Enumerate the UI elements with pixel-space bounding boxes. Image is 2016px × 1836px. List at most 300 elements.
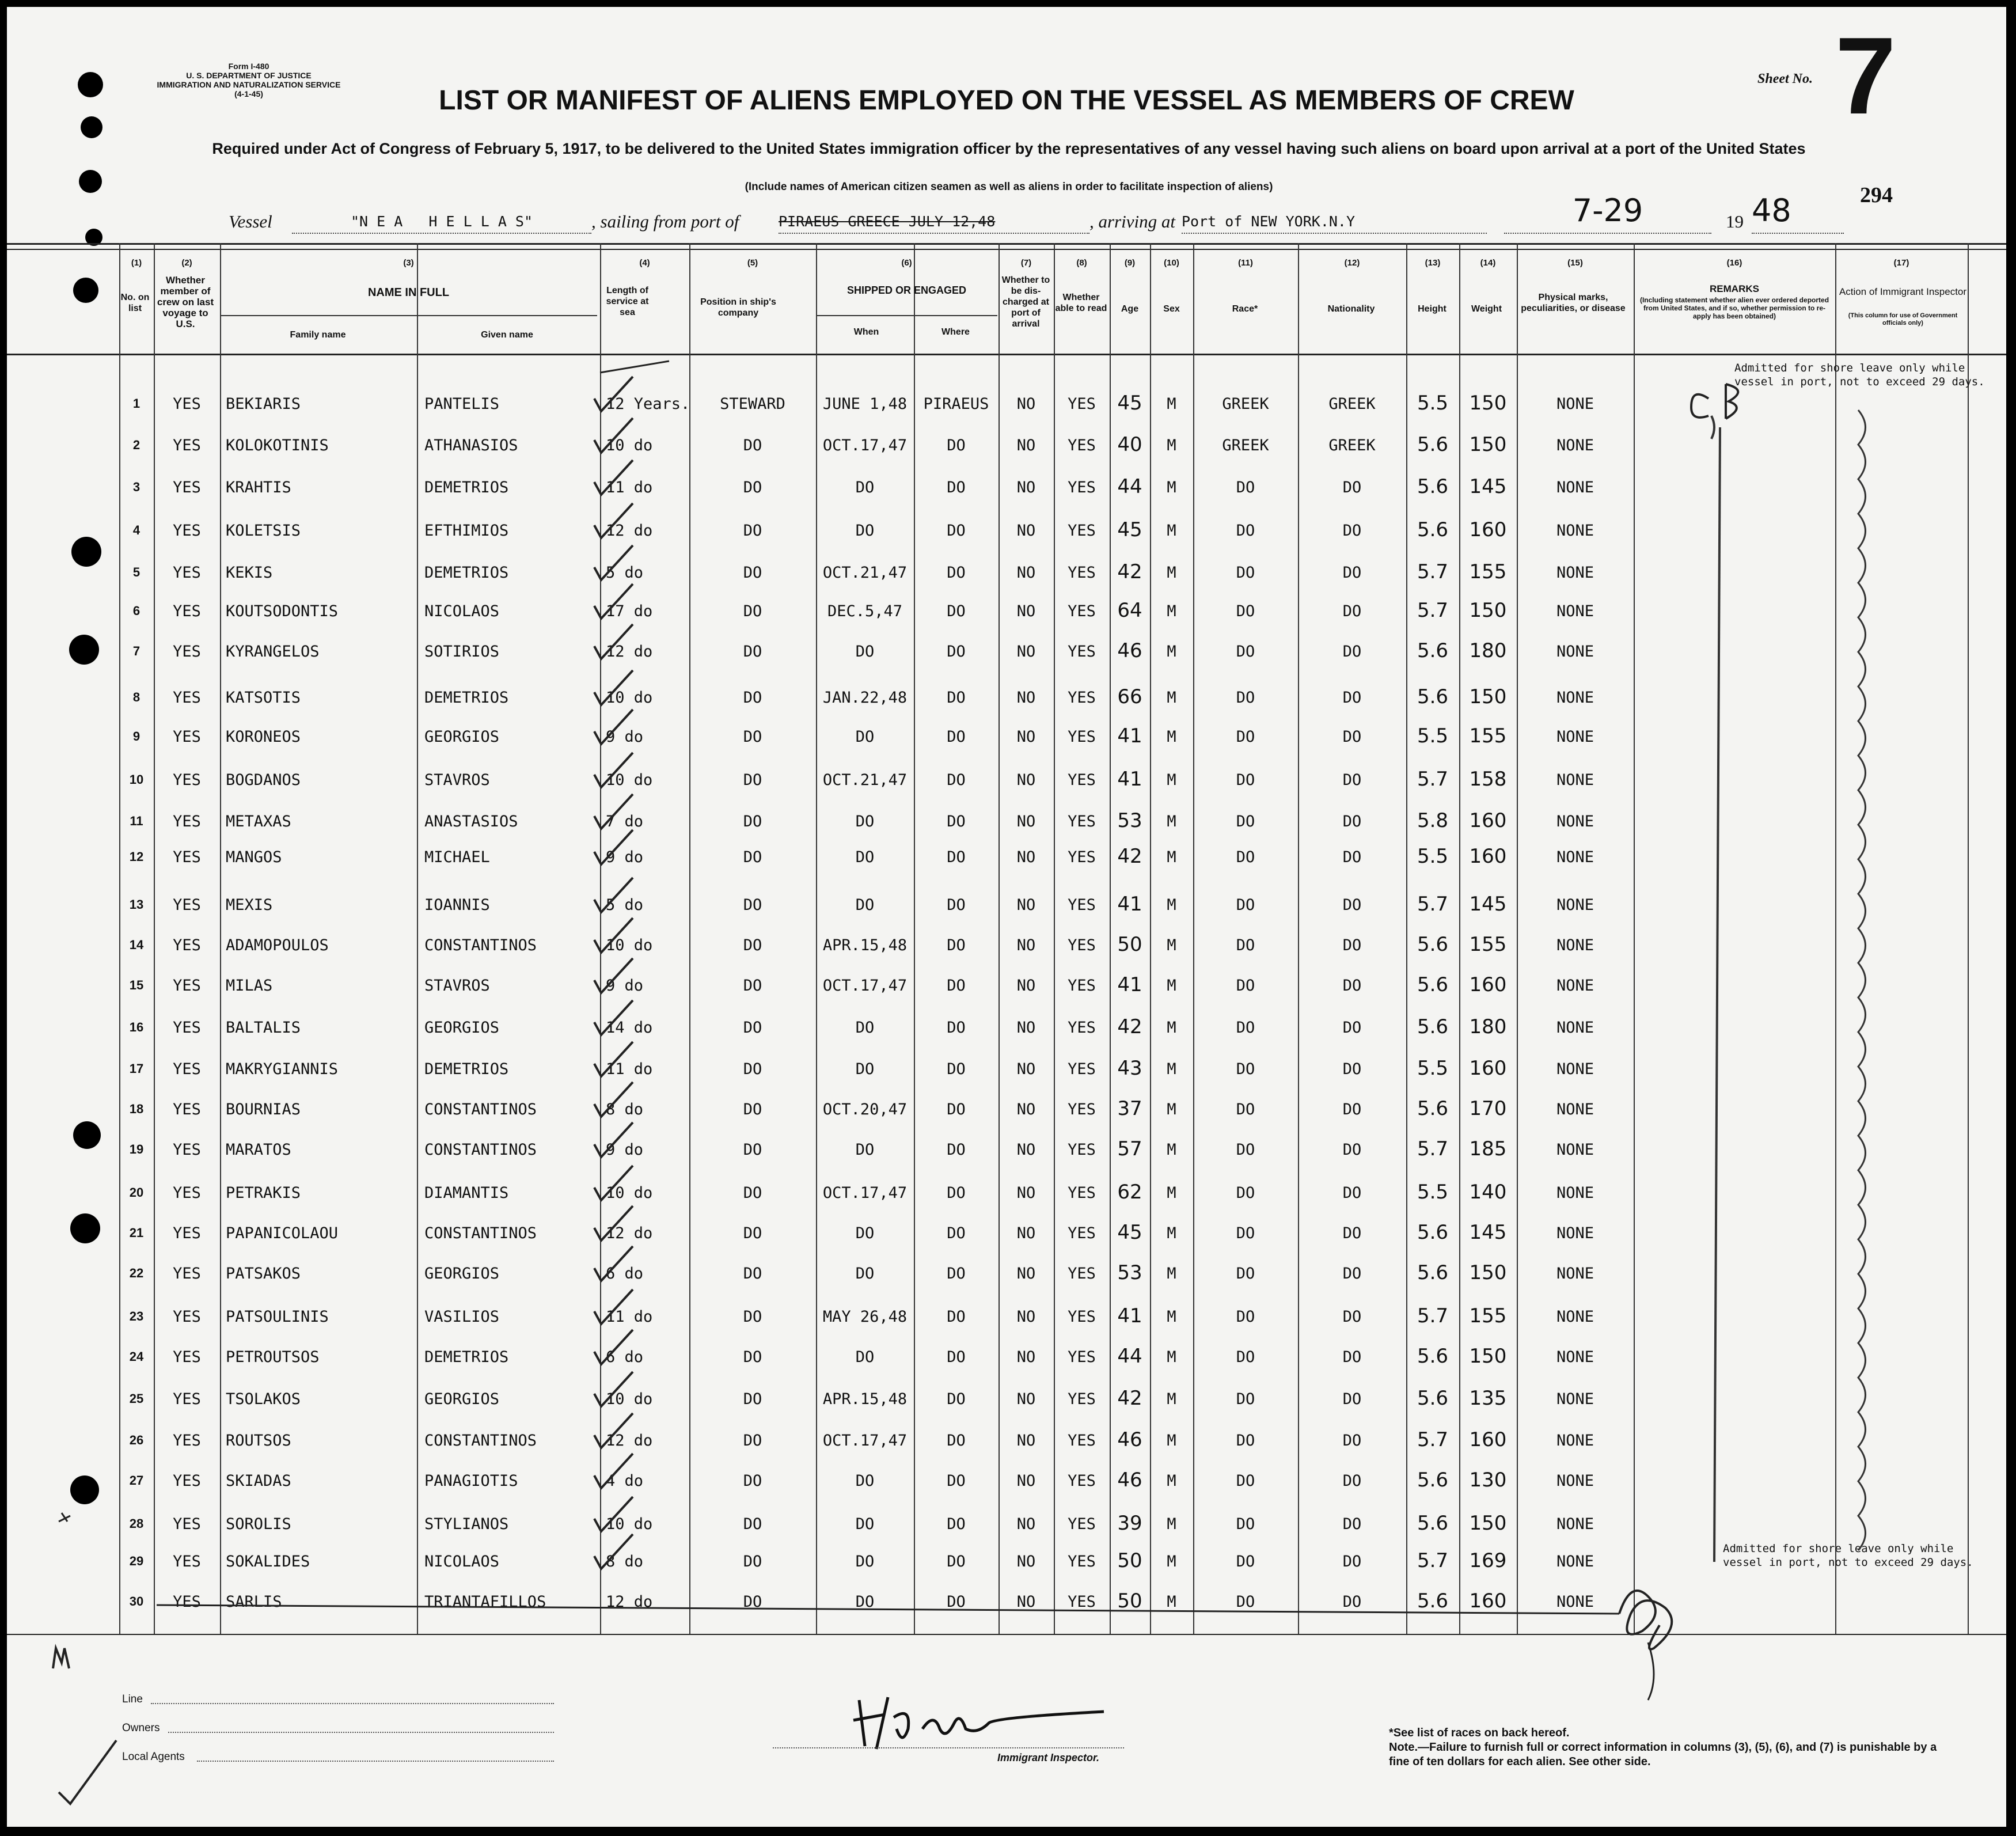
- row-race: DO: [1236, 1348, 1255, 1366]
- checkmark: [594, 1206, 633, 1241]
- row-given-name: DEMETRIOS: [424, 564, 509, 582]
- row-sex: M: [1167, 1348, 1176, 1366]
- row-length-service: 9 do: [606, 1141, 644, 1159]
- row-weight: 180: [1469, 639, 1507, 662]
- department-name: U. S. DEPARTMENT OF JUSTICE: [186, 71, 312, 80]
- row-length-service: 12 do: [606, 522, 653, 540]
- column-number: (3): [403, 258, 414, 268]
- row-given-name: DEMETRIOS: [424, 479, 509, 496]
- row-position: DO: [743, 1553, 762, 1571]
- row-number: 15: [129, 978, 144, 992]
- row-shipped-where: DO: [947, 977, 966, 995]
- row-given-name: ATHANASIOS: [424, 437, 518, 454]
- row-length-service: 11 do: [606, 479, 653, 496]
- row-height: 5.5: [1417, 845, 1449, 868]
- row-number: 18: [129, 1102, 144, 1116]
- row-physical-marks: NONE: [1556, 848, 1594, 866]
- row-member-last-voyage: YES: [173, 522, 201, 540]
- sailing-label: , sailing from port of: [591, 211, 739, 232]
- row-nationality: DO: [1342, 1308, 1362, 1326]
- row-given-name: CONSTANTINOS: [424, 1101, 537, 1118]
- row-position: DO: [743, 522, 762, 540]
- row-position: DO: [743, 1308, 762, 1326]
- row-member-last-voyage: YES: [173, 479, 201, 496]
- row-given-name: CONSTANTINOS: [424, 1224, 537, 1242]
- row-family-name: KOUTSODONTIS: [226, 602, 339, 620]
- row-weight: 150: [1469, 392, 1507, 415]
- row-physical-marks: NONE: [1556, 1432, 1594, 1450]
- row-position: DO: [743, 896, 762, 914]
- row-physical-marks: NONE: [1556, 1224, 1594, 1242]
- row-physical-marks: NONE: [1556, 479, 1594, 496]
- row-sex: M: [1167, 1472, 1176, 1490]
- row-physical-marks: NONE: [1556, 602, 1594, 620]
- row-shipped-when: DEC.5,47: [827, 602, 903, 620]
- row-race: DO: [1236, 848, 1255, 866]
- row-height: 5.6: [1417, 1097, 1449, 1120]
- row-number: 22: [129, 1266, 144, 1280]
- row-family-name: KYRANGELOS: [226, 643, 320, 661]
- row-given-name: SOTIRIOS: [424, 643, 500, 661]
- arrival-date: 7-29: [1504, 192, 1711, 234]
- row-discharged: NO: [1016, 1472, 1036, 1490]
- row-age: 50: [1117, 1590, 1142, 1613]
- row-able-to-read: YES: [1068, 689, 1096, 707]
- row-height: 5.7: [1417, 768, 1449, 791]
- row-position: DO: [743, 813, 762, 830]
- row-position: DO: [743, 1593, 762, 1611]
- row-nationality: DO: [1342, 1432, 1362, 1450]
- row-nationality: DO: [1342, 771, 1362, 789]
- row-height: 5.6: [1417, 1512, 1449, 1535]
- row-discharged: NO: [1016, 689, 1036, 707]
- row-nationality: DO: [1342, 564, 1362, 582]
- row-length-service: 9 do: [606, 728, 644, 746]
- row-family-name: PATSAKOS: [226, 1265, 301, 1283]
- row-age: 45: [1117, 1221, 1142, 1244]
- header-physical-marks: Physical marks, peculiarities, or disease: [1521, 293, 1626, 313]
- row-shipped-where: DO: [947, 813, 966, 830]
- row-length-service: 6 do: [606, 1265, 644, 1283]
- row-discharged: NO: [1016, 395, 1036, 413]
- row-shipped-when: DO: [855, 1141, 875, 1159]
- row-able-to-read: YES: [1068, 1553, 1096, 1571]
- row-physical-marks: NONE: [1556, 1019, 1594, 1037]
- row-sex: M: [1167, 1141, 1176, 1159]
- row-able-to-read: YES: [1068, 813, 1096, 830]
- row-number: 20: [129, 1185, 144, 1200]
- sheet-number: 7: [1835, 15, 1896, 137]
- row-given-name: NICOLAOS: [424, 1553, 500, 1571]
- row-position: DO: [743, 1101, 762, 1118]
- row-race: DO: [1236, 1141, 1255, 1159]
- row-height: 5.5: [1417, 1181, 1449, 1204]
- row-shipped-where: DO: [947, 896, 966, 914]
- row-position: DO: [743, 1432, 762, 1450]
- column-number: (10): [1164, 258, 1179, 268]
- header-when: When: [853, 327, 879, 337]
- row-shipped-where: DO: [947, 1348, 966, 1366]
- row-shipped-when: DO: [855, 643, 875, 661]
- row-race: DO: [1236, 1553, 1255, 1571]
- row-sex: M: [1167, 1184, 1176, 1202]
- row-shipped-when: OCT.21,47: [822, 564, 908, 582]
- header-action: Action of Immigrant Inspector: [1839, 286, 1967, 297]
- row-discharged: NO: [1016, 1348, 1036, 1366]
- row-discharged: NO: [1016, 1141, 1036, 1159]
- row-shipped-where: DO: [947, 1515, 966, 1533]
- header-sex: Sex: [1163, 304, 1180, 314]
- row-race: DO: [1236, 643, 1255, 661]
- row-height: 5.7: [1417, 560, 1449, 583]
- row-height: 5.6: [1417, 1261, 1449, 1284]
- row-discharged: NO: [1016, 1265, 1036, 1283]
- row-position: DO: [743, 1472, 762, 1490]
- row-nationality: DO: [1342, 522, 1362, 540]
- row-length-service: 5 do: [606, 564, 644, 582]
- row-length-service: 5 do: [606, 896, 644, 914]
- row-race: GREEK: [1222, 437, 1269, 454]
- row-age: 66: [1117, 685, 1142, 708]
- row-discharged: NO: [1016, 437, 1036, 454]
- row-discharged: NO: [1016, 1593, 1036, 1611]
- row-nationality: DO: [1342, 1101, 1362, 1118]
- column-number: (15): [1567, 258, 1583, 268]
- row-length-service: 9 do: [606, 848, 644, 866]
- row-weight: 140: [1469, 1181, 1507, 1204]
- row-nationality: DO: [1342, 479, 1362, 496]
- row-given-name: DEMETRIOS: [424, 1348, 509, 1366]
- row-shipped-when: DO: [855, 1265, 875, 1283]
- row-height: 5.6: [1417, 1387, 1449, 1410]
- column-number: (8): [1076, 258, 1087, 268]
- row-able-to-read: YES: [1068, 1141, 1096, 1159]
- row-physical-marks: NONE: [1556, 1265, 1594, 1283]
- row-shipped-when: OCT.17,47: [822, 1184, 908, 1202]
- row-nationality: GREEK: [1328, 437, 1376, 454]
- row-shipped-when: DO: [855, 1472, 875, 1490]
- row-given-name: DEMETRIOS: [424, 1060, 509, 1078]
- row-race: DO: [1236, 896, 1255, 914]
- row-given-name: STAVROS: [424, 771, 490, 789]
- row-shipped-where: DO: [947, 643, 966, 661]
- row-nationality: DO: [1342, 689, 1362, 707]
- row-sex: M: [1167, 771, 1176, 789]
- row-able-to-read: YES: [1068, 896, 1096, 914]
- row-height: 5.6: [1417, 1469, 1449, 1492]
- row-race: DO: [1236, 813, 1255, 830]
- row-number: 26: [129, 1433, 144, 1447]
- row-weight: 135: [1469, 1387, 1507, 1410]
- row-race: DO: [1236, 1019, 1255, 1037]
- row-member-last-voyage: YES: [173, 602, 201, 620]
- row-shipped-where: DO: [947, 1060, 966, 1078]
- row-nationality: DO: [1342, 813, 1362, 830]
- checkmark: [594, 878, 633, 912]
- row-nationality: DO: [1342, 1141, 1362, 1159]
- row-member-last-voyage: YES: [173, 771, 201, 789]
- footer-owners-label: Owners: [122, 1722, 160, 1734]
- row-number: 11: [130, 814, 143, 828]
- row-nationality: DO: [1342, 848, 1362, 866]
- checkmark: [594, 1082, 633, 1117]
- row-position: DO: [743, 771, 762, 789]
- row-number: 23: [129, 1309, 144, 1323]
- row-shipped-where: DO: [947, 1553, 966, 1571]
- row-weight: 155: [1469, 1304, 1507, 1327]
- row-able-to-read: YES: [1068, 1019, 1096, 1037]
- row-shipped-when: DO: [855, 813, 875, 830]
- row-race: DO: [1236, 977, 1255, 995]
- header-member-last-voyage: Whether member of crew on last voyage to U.S.: [157, 275, 214, 329]
- row-physical-marks: NONE: [1556, 728, 1594, 746]
- column-number: (14): [1480, 258, 1496, 268]
- row-sex: M: [1167, 1593, 1176, 1611]
- row-member-last-voyage: YES: [173, 1348, 201, 1366]
- row-member-last-voyage: YES: [173, 437, 201, 454]
- row-physical-marks: NONE: [1556, 437, 1594, 454]
- footer-checkmark: [59, 1740, 116, 1804]
- row-number: 27: [129, 1473, 144, 1488]
- checkmark: [594, 377, 633, 411]
- header-given-name: Given name: [481, 330, 533, 340]
- row-age: 64: [1117, 599, 1142, 622]
- service-name: IMMIGRATION AND NATURALIZATION SERVICE: [157, 80, 341, 89]
- row-able-to-read: YES: [1068, 728, 1096, 746]
- row-family-name: PATSOULINIS: [226, 1308, 329, 1326]
- row-able-to-read: YES: [1068, 1432, 1096, 1450]
- row-length-service: 12 do: [606, 1224, 653, 1242]
- row-length-service: 8 do: [606, 1553, 644, 1571]
- row-able-to-read: YES: [1068, 1472, 1096, 1490]
- row-position: DO: [743, 643, 762, 661]
- row-shipped-where: DO: [947, 602, 966, 620]
- row-height: 5.6: [1417, 433, 1449, 456]
- row-member-last-voyage: YES: [173, 1265, 201, 1283]
- row-weight: 160: [1469, 1590, 1507, 1613]
- header-able-read: Whether able to read: [1055, 293, 1107, 313]
- arriving-label: , arriving at: [1089, 211, 1175, 232]
- row-nationality: DO: [1342, 1515, 1362, 1533]
- row-able-to-read: YES: [1068, 771, 1096, 789]
- row-member-last-voyage: YES: [173, 1593, 201, 1611]
- row-member-last-voyage: YES: [173, 1515, 201, 1533]
- row-nationality: DO: [1342, 602, 1362, 620]
- row-shipped-when: DO: [855, 728, 875, 746]
- row-age: 50: [1117, 1549, 1142, 1572]
- row-age: 57: [1117, 1137, 1142, 1160]
- row-sex: M: [1167, 1515, 1176, 1533]
- row-age: 50: [1117, 933, 1142, 956]
- row-height: 5.8: [1417, 809, 1449, 832]
- row-age: 41: [1117, 973, 1142, 996]
- row-race: DO: [1236, 522, 1255, 540]
- row-weight: 155: [1469, 724, 1507, 748]
- checkmark: [594, 418, 633, 453]
- footer-owners-field: [168, 1732, 554, 1733]
- row-shipped-when: OCT.21,47: [822, 771, 908, 789]
- row-able-to-read: YES: [1068, 437, 1096, 454]
- row-height: 5.6: [1417, 639, 1449, 662]
- row-member-last-voyage: YES: [173, 936, 201, 954]
- arrival-year: 48: [1752, 192, 1844, 234]
- row-physical-marks: NONE: [1556, 896, 1594, 914]
- row-height: 5.6: [1417, 933, 1449, 956]
- row-weight: 160: [1469, 1057, 1507, 1080]
- row-nationality: DO: [1342, 1265, 1362, 1283]
- row-physical-marks: NONE: [1556, 977, 1594, 995]
- row-sex: M: [1167, 479, 1176, 496]
- row-position: STEWARD: [720, 395, 785, 413]
- row-given-name: STAVROS: [424, 977, 490, 995]
- row-discharged: NO: [1016, 1553, 1036, 1571]
- row-number: 8: [132, 690, 141, 704]
- end-of-list-line: [157, 1605, 1619, 1614]
- row-position: DO: [743, 1224, 762, 1242]
- row-length-service: 8 do: [606, 1101, 644, 1118]
- row-family-name: PETRAKIS: [226, 1184, 301, 1202]
- row-member-last-voyage: YES: [173, 848, 201, 866]
- sailing-port: PIRAEUS GREECE JULY 12,48: [779, 213, 1089, 234]
- row-height: 5.7: [1417, 1137, 1449, 1160]
- row-given-name: CONSTANTINOS: [424, 1432, 537, 1450]
- row-race: DO: [1236, 479, 1255, 496]
- row-number: 16: [129, 1020, 144, 1034]
- header-family-name: Family name: [290, 330, 346, 340]
- row-nationality: DO: [1342, 1060, 1362, 1078]
- row-family-name: MILAS: [226, 977, 273, 995]
- header-position: Position in ship's company: [700, 297, 776, 318]
- column-number: (16): [1726, 258, 1742, 268]
- row-physical-marks: NONE: [1556, 1472, 1594, 1490]
- row-shipped-where: DO: [947, 936, 966, 954]
- footer-line-label: Line: [122, 1693, 143, 1705]
- checkmark: [594, 503, 633, 538]
- row-length-service: 4 do: [606, 1472, 644, 1490]
- column-number: (12): [1344, 258, 1360, 268]
- row-height: 5.7: [1417, 1304, 1449, 1327]
- row-shipped-when: DO: [855, 1019, 875, 1037]
- row-race: DO: [1236, 564, 1255, 582]
- row-shipped-where: DO: [947, 1019, 966, 1037]
- checkmark: [594, 1122, 633, 1157]
- row-member-last-voyage: YES: [173, 1184, 201, 1202]
- row-discharged: NO: [1016, 1515, 1036, 1533]
- row-member-last-voyage: YES: [173, 1141, 201, 1159]
- row-number: 2: [132, 438, 141, 452]
- row-age: 42: [1117, 1387, 1142, 1410]
- column-number: (4): [639, 258, 650, 268]
- row-number: 13: [129, 897, 144, 912]
- row-nationality: DO: [1342, 1348, 1362, 1366]
- row-race: DO: [1236, 1184, 1255, 1202]
- row-nationality: DO: [1342, 1472, 1362, 1490]
- row-shipped-when: DO: [855, 1348, 875, 1366]
- row-height: 5.6: [1417, 973, 1449, 996]
- row-weight: 150: [1469, 685, 1507, 708]
- row-sex: M: [1167, 1265, 1176, 1283]
- checkmark: [594, 918, 633, 953]
- row-physical-marks: NONE: [1556, 771, 1594, 789]
- row-position: DO: [743, 977, 762, 995]
- row-able-to-read: YES: [1068, 936, 1096, 954]
- row-nationality: DO: [1342, 1553, 1362, 1571]
- row-sex: M: [1167, 1308, 1176, 1326]
- row-able-to-read: YES: [1068, 1224, 1096, 1242]
- row-shipped-when: DO: [855, 1224, 875, 1242]
- row-weight: 185: [1469, 1137, 1507, 1160]
- checkmark: [594, 545, 633, 580]
- manifest-sheet: [7, 7, 2006, 1827]
- row-sex: M: [1167, 1390, 1176, 1408]
- action-wavy-line: [1858, 410, 1866, 1550]
- row-length-service: 10 do: [606, 1515, 653, 1533]
- row-sex: M: [1167, 1224, 1176, 1242]
- row-race: DO: [1236, 728, 1255, 746]
- row-member-last-voyage: YES: [173, 813, 201, 830]
- row-member-last-voyage: YES: [173, 1308, 201, 1326]
- row-length-service: 12 Years.: [606, 395, 690, 413]
- row-physical-marks: NONE: [1556, 813, 1594, 830]
- row-nationality: DO: [1342, 643, 1362, 661]
- races-note: *See list of races on back hereof.: [1389, 1727, 1570, 1739]
- row-race: DO: [1236, 1101, 1255, 1118]
- row-member-last-voyage: YES: [173, 1101, 201, 1118]
- row-family-name: PAPANICOLAOU: [226, 1224, 339, 1242]
- row-discharged: NO: [1016, 1101, 1036, 1118]
- row-shipped-when: DO: [855, 1593, 875, 1611]
- row-position: DO: [743, 936, 762, 954]
- row-able-to-read: YES: [1068, 602, 1096, 620]
- footer-agents-field: [197, 1761, 554, 1762]
- row-shipped-when: OCT.17,47: [822, 977, 908, 995]
- row-weight: 158: [1469, 768, 1507, 791]
- row-race: DO: [1236, 602, 1255, 620]
- row-family-name: KOLETSIS: [226, 522, 301, 540]
- row-able-to-read: YES: [1068, 1265, 1096, 1283]
- handwritten-marks: [7, 7, 2006, 1827]
- row-sex: M: [1167, 813, 1176, 830]
- arriving-port: Port of NEW YORK.N.Y: [1182, 213, 1487, 234]
- row-number: 7: [132, 644, 141, 658]
- row-race: DO: [1236, 1224, 1255, 1242]
- checkmark: [594, 1246, 633, 1281]
- row-given-name: NICOLAOS: [424, 602, 500, 620]
- row-family-name: ADAMOPOULOS: [226, 936, 329, 954]
- header-weight: Weight: [1471, 304, 1502, 314]
- row-family-name: MARATOS: [226, 1141, 291, 1159]
- row-weight: 160: [1469, 809, 1507, 832]
- row1-service-stroke: [600, 361, 669, 373]
- row-number: 28: [129, 1516, 144, 1531]
- row-family-name: KRAHTIS: [226, 479, 291, 496]
- inspector-signature-line: [773, 1747, 1124, 1748]
- header-age: Age: [1121, 304, 1139, 314]
- row-physical-marks: NONE: [1556, 1101, 1594, 1118]
- row-shipped-where: DO: [947, 689, 966, 707]
- row-height: 5.6: [1417, 518, 1449, 541]
- row-weight: 180: [1469, 1015, 1507, 1038]
- row-number: 30: [129, 1594, 144, 1609]
- remarks-bracket-line: [1714, 427, 1720, 1562]
- row-height: 5.5: [1417, 1057, 1449, 1080]
- row-given-name: GEORGIOS: [424, 728, 500, 746]
- row-weight: 160: [1469, 973, 1507, 996]
- row-nationality: DO: [1342, 1390, 1362, 1408]
- row-weight: 155: [1469, 560, 1507, 583]
- row-discharged: NO: [1016, 1060, 1036, 1078]
- row-discharged: NO: [1016, 1308, 1036, 1326]
